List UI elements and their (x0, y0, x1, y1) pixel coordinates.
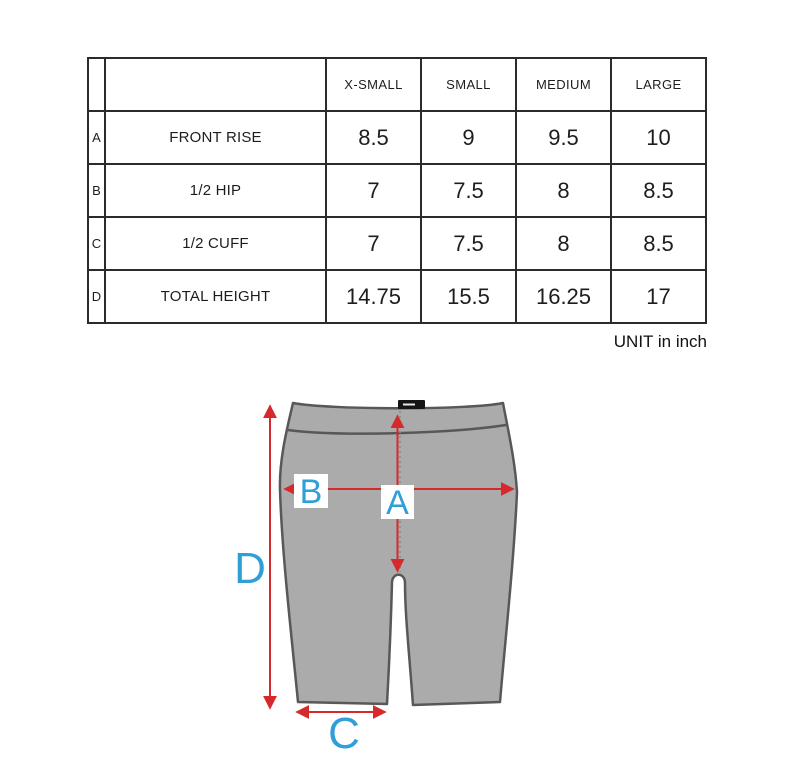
size-value: 8.5 (611, 164, 706, 217)
header-row (88, 58, 706, 111)
header-cell-xsmall: X-SMALL (326, 58, 421, 111)
shorts-measurement-diagram (230, 380, 590, 775)
measurement-name: 1/2 CUFF (105, 217, 326, 270)
size-value: 7 (326, 164, 421, 217)
size-value: 10 (611, 111, 706, 164)
size-value: 7 (326, 217, 421, 270)
table-row-total-height (88, 270, 706, 323)
header-cell-name (105, 58, 326, 111)
size-value: 7.5 (421, 164, 516, 217)
size-value: 8.5 (326, 111, 421, 164)
row-letter: A (88, 111, 105, 164)
measure-label-A: A (386, 484, 409, 522)
size-value: 8 (516, 217, 611, 270)
size-value: 16.25 (516, 270, 611, 323)
header-cell-medium: MEDIUM (516, 58, 611, 111)
row-letter: C (88, 217, 105, 270)
size-value: 14.75 (326, 270, 421, 323)
measurement-name: FRONT RISE (105, 111, 326, 164)
size-value: 7.5 (421, 217, 516, 270)
table-row-front-rise (88, 111, 706, 164)
waist-tag-text-mark (403, 404, 415, 406)
header-cell-large: LARGE (611, 58, 706, 111)
size-value: 9.5 (516, 111, 611, 164)
size-value: 17 (611, 270, 706, 323)
size-value: 8 (516, 164, 611, 217)
measurement-name: 1/2 HIP (105, 164, 326, 217)
table-row-half-hip (88, 164, 706, 217)
measurement-name: TOTAL HEIGHT (105, 270, 326, 323)
measure-label-B: B (299, 473, 323, 511)
measure-label-D: D (234, 544, 266, 593)
row-letter: D (88, 270, 105, 323)
size-value: 9 (421, 111, 516, 164)
size-chart-table (87, 57, 707, 324)
row-letter: B (88, 164, 105, 217)
unit-note: UNIT in inch (613, 332, 707, 351)
measure-label-C: C (328, 709, 360, 758)
header-cell-small: SMALL (421, 58, 516, 111)
header-cell-letter (88, 58, 105, 111)
size-value: 15.5 (421, 270, 516, 323)
table-row-half-cuff (88, 217, 706, 270)
size-value: 8.5 (611, 217, 706, 270)
